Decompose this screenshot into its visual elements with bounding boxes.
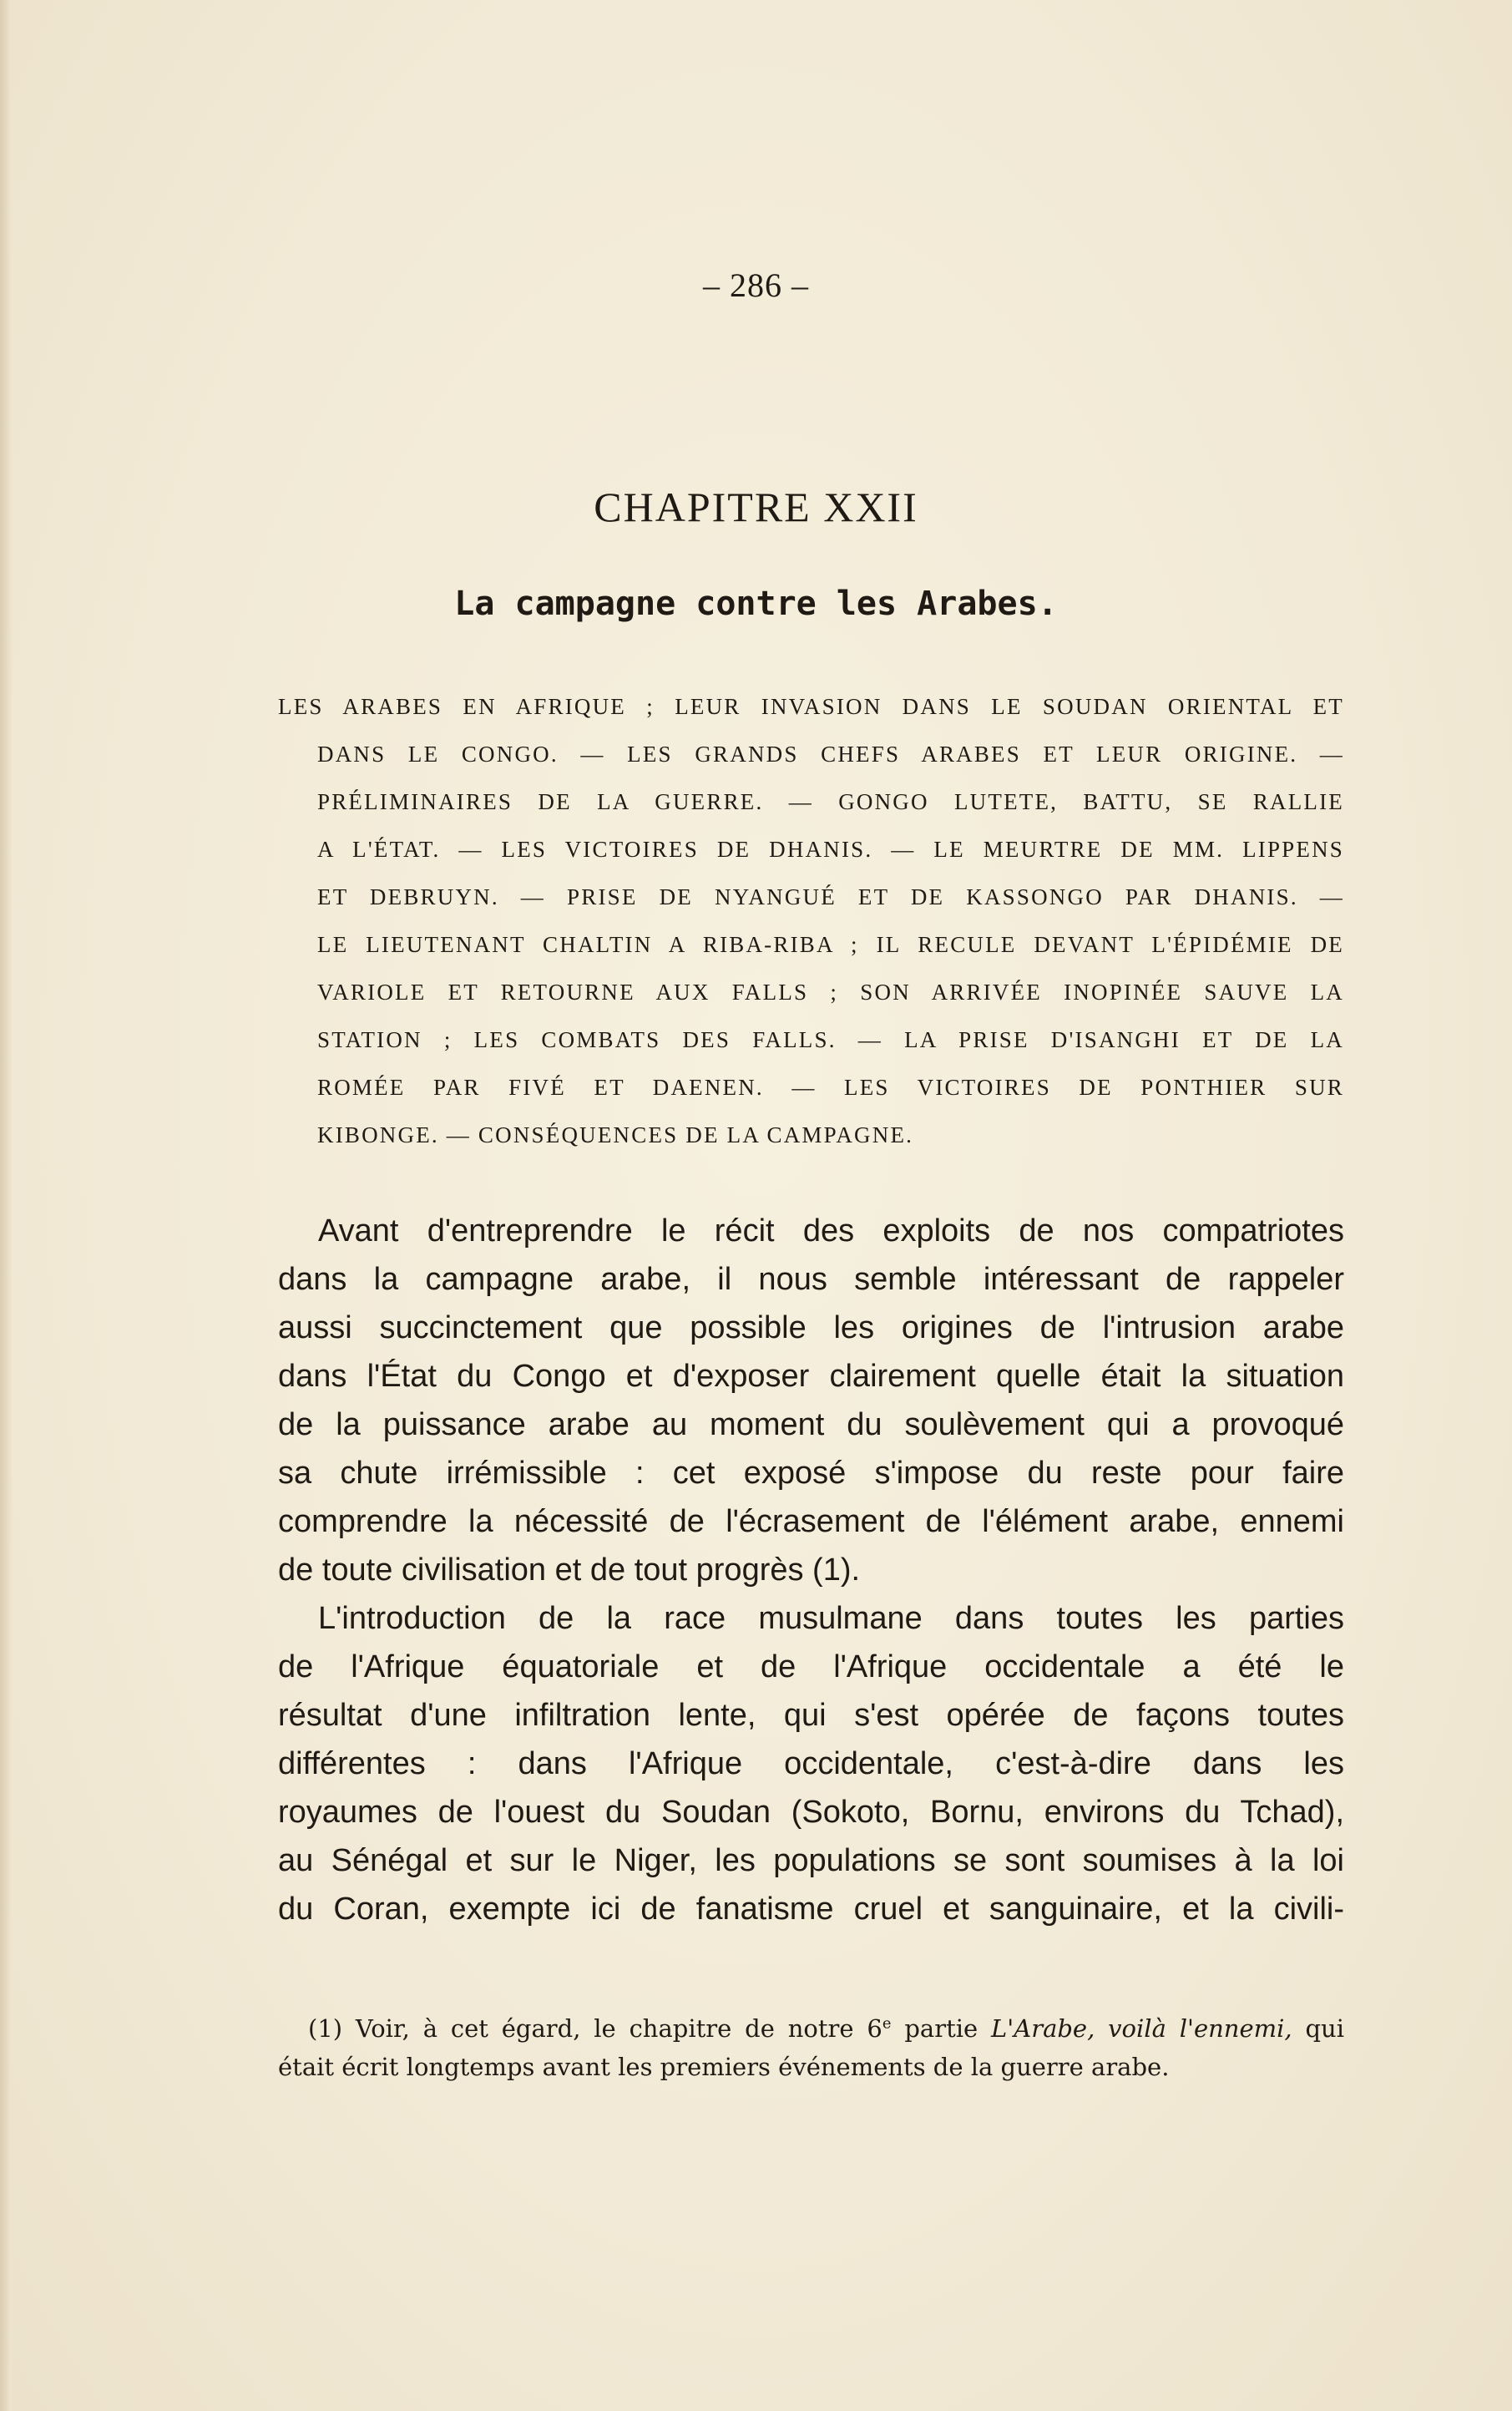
page-number: – 286 – [703, 266, 809, 304]
footnote [278, 2009, 1344, 2086]
summary-line: LES ARABES EN AFRIQUE ; LEUR INVASION DANS LE SOUDAN ORIENTAL ET [278, 694, 1344, 719]
chapter-title: CHAPITRE XXII [594, 484, 918, 530]
paragraph-line: du Coran, exempte ici de fanatisme cruel et sanguinaire, et la civili- [278, 1892, 1344, 1927]
summary-line: ROMÉE PAR FIVÉ ET DAENEN. — LES VICTOIRES DE PONTHIER SUR [317, 1075, 1344, 1100]
footnote-text: (1) Voir, à cet égard, le chapitre de notre 6 [308, 2014, 882, 2043]
paragraph-line: de l'Afrique équatoriale et de l'Afrique occidentale a été le [278, 1649, 1344, 1684]
summary-line: ET DEBRUYN. — PRISE DE NYANGUÉ ET DE KASSONGO PAR DHANIS. — [317, 884, 1344, 909]
summary-line: VARIOLE ET RETOURNE AUX FALLS ; SON ARRIVÉE INOPINÉE SAUVE LA [317, 980, 1344, 1005]
summary-line: LE LIEUTENANT CHALTIN A RIBA-RIBA ; IL RECULE DEVANT L'ÉPIDÉMIE DE [317, 932, 1344, 957]
chapter-summary [278, 683, 1344, 1159]
footnote-text: partie [891, 2014, 992, 2043]
paragraph-line: comprendre la nécessité de l'écrasement de l'élément arabe, ennemi [278, 1504, 1344, 1539]
paragraph-line: royaumes de l'ouest du Soudan (Sokoto, Bornu, environs du Tchad), [278, 1795, 1344, 1830]
chapter-subtitle: La campagne contre les Arabes. [454, 585, 1058, 623]
paragraph-line: sa chute irrémissible : cet exposé s'impose du reste pour faire [278, 1456, 1344, 1491]
paragraph-line: Avant d'entreprendre le récit des exploits de nos compatriotes [318, 1213, 1344, 1249]
footnote-line [278, 2009, 1344, 2048]
footnote-book-title: L'Arabe, voilà l'ennemi, [991, 2014, 1292, 2043]
paragraph-line: dans la campagne arabe, il nous semble intéressant de rappeler [278, 1262, 1344, 1297]
paragraph-line: de la puissance arabe au moment du soulèvement qui a provoqué [278, 1407, 1344, 1442]
paragraph-line: résultat d'une infiltration lente, qui s'est opérée de façons toutes [278, 1698, 1344, 1733]
paragraph-line: L'introduction de la race musulmane dans toutes les parties [318, 1601, 1344, 1636]
paragraph-line: au Sénégal et sur le Niger, les populations se sont soumises à la loi [278, 1843, 1344, 1878]
summary-line: KIBONGE. — CONSÉQUENCES DE LA CAMPAGNE. [317, 1122, 914, 1147]
summary-line: STATION ; LES COMBATS DES FALLS. — LA PRISE D'ISANGHI ET DE LA [317, 1027, 1344, 1052]
body-text [278, 1207, 1344, 1933]
summary-line: PRÉLIMINAIRES DE LA GUERRE. — GONGO LUTETE, BATTU, SE RALLIE [317, 789, 1344, 814]
paragraph-line: aussi succinctement que possible les origines de l'intrusion arabe [278, 1310, 1344, 1345]
footnote-superscript: e [882, 2014, 892, 2033]
paragraph-line: différentes : dans l'Afrique occidentale, c'est-à-dire dans les [278, 1746, 1344, 1781]
footnote-line: était écrit longtemps avant les premiers événements de la guerre arabe. [278, 2053, 1170, 2081]
paragraph-line: dans l'État du Congo et d'exposer clairement quelle était la situation [278, 1359, 1344, 1394]
paragraph-line: de toute civilisation et de tout progrès (1). [278, 1552, 861, 1588]
footnote-text: qui [1292, 2014, 1345, 2043]
page-gutter-shadow [0, 0, 12, 2411]
summary-line: A L'ÉTAT. — LES VICTOIRES DE DHANIS. — LE MEURTRE DE MM. LIPPENS [317, 837, 1344, 862]
summary-line: DANS LE CONGO. — LES GRANDS CHEFS ARABES ET LEUR ORIGINE. — [317, 742, 1344, 767]
